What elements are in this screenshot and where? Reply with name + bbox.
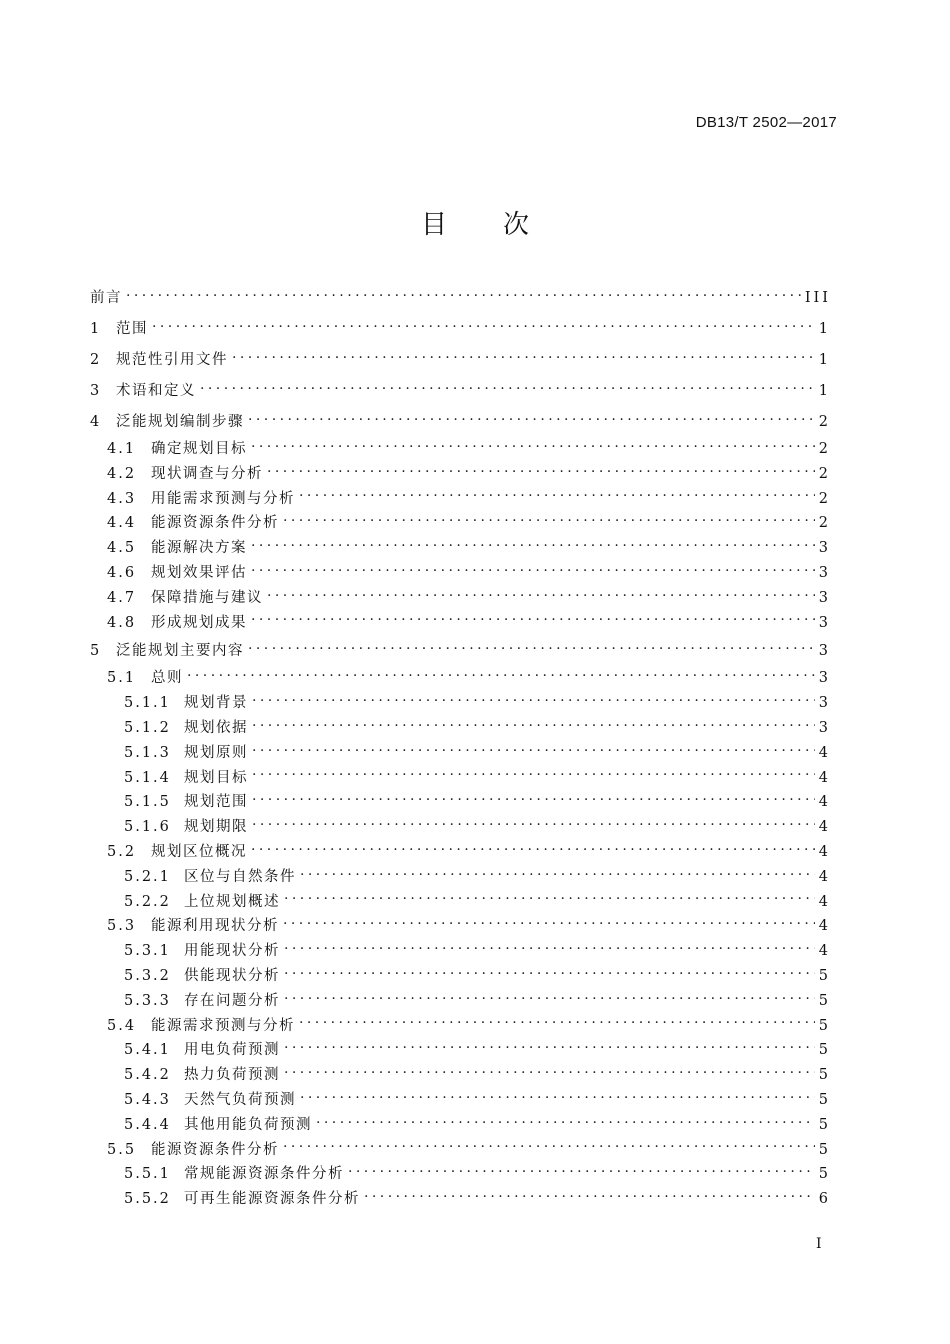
toc-entry[interactable] — [90, 766, 831, 791]
toc-entry[interactable] — [90, 561, 831, 586]
toc-entry[interactable] — [90, 286, 831, 317]
toc-leader-dots — [364, 1189, 815, 1204]
toc-entry-page: 5 — [818, 992, 831, 1009]
toc-entry[interactable] — [90, 1014, 831, 1039]
toc-entry-page: 3 — [818, 719, 831, 736]
toc-entry-page: 3 — [818, 614, 831, 631]
toc-entry[interactable] — [90, 462, 831, 487]
toc-leader-dots — [252, 767, 815, 782]
toc-entry-page: 5 — [818, 1141, 831, 1158]
toc-entry-number: 4 — [90, 414, 102, 430]
toc-entry[interactable] — [90, 914, 831, 939]
toc-entry-label: 规范性引用文件 — [116, 352, 228, 368]
toc-leader-dots — [348, 1164, 815, 1179]
toc-entry-page: 3 — [818, 589, 831, 606]
toc-entry-number: 3 — [90, 383, 102, 399]
toc-leader-dots — [187, 668, 815, 683]
toc-leader-dots — [248, 641, 815, 656]
toc-entry-page: 3 — [818, 564, 831, 581]
toc-entry-page: 4 — [818, 794, 831, 811]
toc-entry-page: 5 — [818, 1042, 831, 1059]
toc-entry[interactable] — [90, 1187, 831, 1212]
toc-leader-dots — [284, 965, 815, 980]
page-number: I — [816, 1236, 822, 1252]
toc-entry[interactable] — [90, 840, 831, 865]
toc-entry-page: 1 — [818, 321, 831, 337]
toc-leader-dots — [284, 941, 815, 956]
toc-entry-number: 4.2 — [107, 465, 137, 482]
toc-leader-dots — [284, 891, 815, 906]
toc-entry-number: 5.4 — [107, 1017, 137, 1034]
toc-entry-label: 用能现状分析 — [184, 943, 280, 960]
toc-entry[interactable] — [90, 790, 831, 815]
toc-entry-number: 5.1.1 — [124, 695, 171, 712]
toc-entry-label: 用能需求预测与分析 — [151, 490, 295, 507]
toc-entry[interactable] — [90, 511, 831, 536]
toc-leader-dots — [152, 319, 815, 334]
toc-entry[interactable] — [90, 1162, 831, 1187]
toc-leader-dots — [251, 612, 815, 627]
toc-entry-number: 5.3.3 — [124, 992, 171, 1009]
toc-entry-label: 保障措施与建议 — [151, 589, 263, 606]
toc-leader-dots — [251, 439, 815, 454]
toc-entry[interactable] — [90, 666, 831, 691]
toc-entry-number: 5.4.2 — [124, 1067, 171, 1084]
toc-entry-page: 5 — [818, 1116, 831, 1133]
toc-entry-page: 4 — [818, 868, 831, 885]
toc-entry-label: 规划范围 — [184, 794, 248, 811]
toc-leader-dots — [284, 1065, 815, 1080]
toc-entry[interactable] — [90, 1063, 831, 1088]
toc-entry[interactable] — [90, 317, 831, 348]
toc-entry-label: 能源资源条件分析 — [151, 1141, 279, 1158]
toc-entry-number: 5.3.1 — [124, 943, 171, 960]
toc-entry-number: 4.3 — [107, 490, 137, 507]
toc-entry-label: 规划背景 — [184, 695, 248, 712]
toc-entry-label: 泛能规划主要内容 — [116, 643, 244, 660]
toc-entry-label: 形成规划成果 — [151, 614, 247, 631]
toc-leader-dots — [232, 350, 815, 365]
toc-entry-label: 上位规划概述 — [184, 893, 280, 910]
toc-entry-label: 热力负荷预测 — [184, 1067, 280, 1084]
toc-entry-page: 6 — [818, 1191, 831, 1208]
toc-entry-label: 其他用能负荷预测 — [184, 1116, 312, 1133]
toc-entry-page: 5 — [818, 1091, 831, 1108]
toc-entry-page: 2 — [818, 441, 831, 457]
toc-entry-number: 5.4.3 — [124, 1091, 171, 1108]
toc-entry-page: 4 — [818, 893, 831, 910]
toc-entry-label: 区位与自然条件 — [184, 868, 296, 885]
toc-entry-label: 能源解决方案 — [151, 540, 247, 557]
toc-entry-page: 1 — [818, 352, 831, 368]
toc-entry[interactable] — [90, 716, 831, 741]
toc-entry[interactable] — [90, 815, 831, 840]
toc-entry-page: III — [804, 290, 831, 306]
toc-entry-label: 范围 — [116, 321, 148, 337]
toc-entry-page: 5 — [818, 967, 831, 984]
toc-entry-number: 5.1.2 — [124, 719, 171, 736]
toc-entry[interactable] — [90, 1088, 831, 1113]
toc-entry-page: 3 — [818, 643, 831, 660]
toc-entry-page: 4 — [818, 769, 831, 786]
toc-leader-dots — [316, 1114, 815, 1129]
toc-entry[interactable] — [90, 536, 831, 561]
toc-entry-page: 4 — [818, 744, 831, 761]
toc-leader-dots — [251, 841, 815, 856]
toc-entry-page: 2 — [818, 414, 831, 430]
toc-entry-number: 5.5.2 — [124, 1191, 171, 1208]
toc-leader-dots — [267, 463, 815, 478]
toc-entry-page: 5 — [818, 1067, 831, 1084]
toc-leader-dots — [284, 1040, 815, 1055]
toc-entry-page: 3 — [818, 670, 831, 687]
table-of-contents — [90, 286, 831, 1212]
toc-entry-number: 5.4.4 — [124, 1116, 171, 1133]
toc-entry-page: 5 — [818, 1166, 831, 1183]
toc-leader-dots — [299, 488, 815, 503]
toc-entry-number: 4.4 — [107, 515, 137, 532]
toc-entry-page: 4 — [818, 843, 831, 860]
toc-entry-page: 3 — [818, 695, 831, 712]
toc-entry-number: 4.5 — [107, 540, 137, 557]
toc-leader-dots — [300, 1089, 815, 1104]
toc-entry[interactable] — [90, 890, 831, 915]
toc-entry-label: 用电负荷预测 — [184, 1042, 280, 1059]
toc-entry-page: 2 — [818, 465, 831, 482]
toc-entry-label: 规划期限 — [184, 819, 248, 836]
document-code: DB13/T 2502—2017 — [695, 114, 837, 131]
toc-entry-label: 规划目标 — [184, 769, 248, 786]
toc-entry-number: 5.1.6 — [124, 819, 171, 836]
toc-entry-number: 5.1.5 — [124, 794, 171, 811]
toc-entry-label: 天然气负荷预测 — [184, 1091, 296, 1108]
toc-entry-number: 5.4.1 — [124, 1042, 171, 1059]
toc-leader-dots — [251, 562, 815, 577]
toc-entry-number: 4.7 — [107, 589, 137, 606]
toc-entry[interactable] — [90, 379, 831, 410]
toc-entry-number: 5.5.1 — [124, 1166, 171, 1183]
toc-entry-number: 2 — [90, 352, 102, 368]
toc-entry-page: 5 — [818, 1017, 831, 1034]
toc-entry-number: 5.3 — [107, 918, 137, 935]
toc-entry[interactable] — [90, 1038, 831, 1063]
toc-entry-label: 存在问题分析 — [184, 992, 280, 1009]
toc-leader-dots — [251, 538, 815, 553]
toc-entry[interactable] — [90, 741, 831, 766]
toc-entry-label: 能源需求预测与分析 — [151, 1017, 295, 1034]
toc-entry-page: 4 — [818, 918, 831, 935]
toc-entry-number: 5.2.2 — [124, 893, 171, 910]
toc-entry-label: 规划原则 — [184, 744, 248, 761]
toc-leader-dots — [283, 1139, 815, 1154]
toc-entry-label: 能源资源条件分析 — [151, 515, 279, 532]
page-title: 目次 — [420, 210, 585, 240]
toc-entry-number: 4.1 — [107, 441, 137, 457]
toc-entry[interactable] — [90, 1138, 831, 1163]
toc-leader-dots — [284, 990, 815, 1005]
toc-entry-label: 规划区位概况 — [151, 843, 247, 860]
toc-leader-dots — [300, 866, 815, 881]
toc-entry[interactable] — [90, 348, 831, 379]
toc-entry-label: 可再生能源资源条件分析 — [184, 1191, 360, 1208]
toc-entry-label: 前言 — [90, 290, 122, 306]
toc-leader-dots — [252, 817, 815, 832]
toc-leader-dots — [283, 916, 815, 931]
toc-leader-dots — [267, 587, 815, 602]
toc-entry-label: 规划依据 — [184, 719, 248, 736]
toc-entry-label: 规划效果评估 — [151, 564, 247, 581]
toc-entry-number: 4.6 — [107, 564, 137, 581]
toc-leader-dots — [248, 412, 815, 427]
toc-entry-label: 术语和定义 — [116, 383, 196, 399]
toc-leader-dots — [299, 1015, 815, 1030]
toc-entry[interactable] — [90, 939, 831, 964]
toc-entry[interactable] — [90, 989, 831, 1014]
toc-entry-number: 5.1.4 — [124, 769, 171, 786]
toc-leader-dots — [200, 381, 815, 396]
toc-entry-page: 4 — [818, 819, 831, 836]
toc-entry-page: 4 — [818, 943, 831, 960]
toc-entry[interactable] — [90, 865, 831, 890]
toc-entry[interactable] — [90, 437, 831, 462]
toc-entry-label: 现状调查与分析 — [151, 465, 263, 482]
toc-entry-page: 2 — [818, 515, 831, 532]
toc-entry-number: 5.1.3 — [124, 744, 171, 761]
toc-entry[interactable] — [90, 964, 831, 989]
toc-entry-number: 4.8 — [107, 614, 137, 631]
toc-entry-label: 确定规划目标 — [151, 441, 247, 457]
toc-leader-dots — [283, 513, 815, 528]
toc-entry-number: 5 — [90, 643, 102, 660]
toc-leader-dots — [126, 288, 801, 303]
toc-entry-label: 常规能源资源条件分析 — [184, 1166, 344, 1183]
toc-leader-dots — [252, 717, 815, 732]
toc-entry-label: 供能现状分析 — [184, 967, 280, 984]
toc-entry-label: 泛能规划编制步骤 — [116, 414, 244, 430]
toc-leader-dots — [252, 693, 815, 708]
toc-entry-number: 1 — [90, 321, 102, 337]
toc-entry-page: 1 — [818, 383, 831, 399]
toc-entry-number: 5.3.2 — [124, 967, 171, 984]
toc-entry-page: 3 — [818, 540, 831, 557]
toc-entry-number: 5.2.1 — [124, 868, 171, 885]
toc-entry[interactable] — [90, 586, 831, 611]
toc-entry-number: 5.1 — [107, 670, 137, 687]
toc-leader-dots — [252, 742, 815, 757]
toc-entry-page: 2 — [818, 490, 831, 507]
toc-leader-dots — [252, 792, 815, 807]
toc-entry[interactable] — [90, 487, 831, 512]
toc-entry[interactable] — [90, 691, 831, 716]
toc-entry-number: 5.2 — [107, 843, 137, 860]
toc-entry[interactable] — [90, 611, 831, 636]
toc-entry[interactable] — [90, 1113, 831, 1138]
toc-entry-label: 总则 — [151, 670, 183, 687]
toc-entry-label: 能源利用现状分析 — [151, 918, 279, 935]
toc-entry-number: 5.5 — [107, 1141, 137, 1158]
